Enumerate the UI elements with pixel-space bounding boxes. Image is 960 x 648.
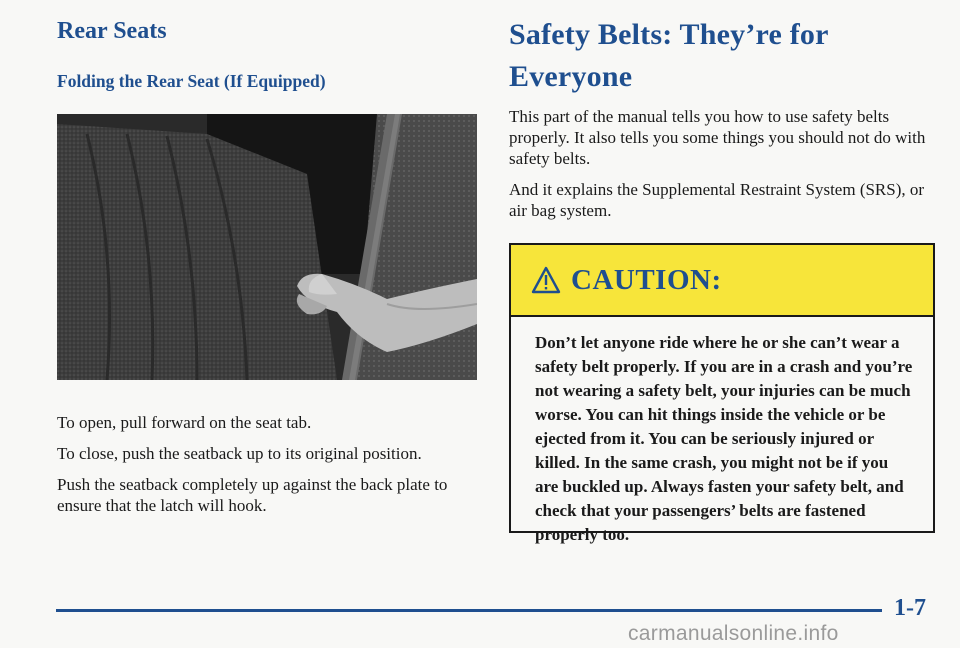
warning-triangle-icon — [531, 266, 561, 294]
srs-paragraph: And it explains the Supplemental Restraint System (SRS), or air bag system. — [509, 180, 925, 220]
subsection-title: Folding the Rear Seat (If Equipped) — [57, 71, 326, 91]
page-number: 1-7 — [894, 595, 926, 621]
instruction-push: Push the seatback completely up against the back plate to ensure that the latch will hook. — [57, 475, 448, 515]
instruction-close: To close, push the seatback up to its original position. — [57, 444, 422, 463]
section-title: Rear Seats — [57, 18, 167, 44]
watermark: carmanualsonline.info — [628, 622, 839, 645]
caution-box — [509, 243, 935, 544]
caution-header — [511, 245, 933, 317]
caution-text: Don’t let anyone ride where he or she can’t wear a safety belt properly. If you are in a crash and you’re not wearing a safety belt, your injuries can be much worse. You can hit things inside the vehicle or be ejected from it. You can be seriously injured or killed. In the same crash, you might not be if you are buckled up. Always fasten your safety belt, and check that your passengers’ belts are fastened properly too. — [535, 333, 913, 544]
rear-seat-illustration — [57, 114, 477, 380]
right-column — [509, 14, 939, 544]
left-column — [57, 14, 477, 526]
rear-seat-photo — [57, 114, 477, 380]
footer-divider — [56, 609, 882, 612]
page-title: Safety Belts: They’re for Everyone — [509, 18, 829, 93]
left-instructions — [57, 412, 477, 516]
caution-label: CAUTION: — [571, 263, 722, 296]
intro-paragraph: This part of the manual tells you how to use safety belts properly. It also tells you some things you should not do with safety belts. — [509, 107, 926, 168]
instruction-open: To open, pull forward on the seat tab. — [57, 413, 312, 432]
